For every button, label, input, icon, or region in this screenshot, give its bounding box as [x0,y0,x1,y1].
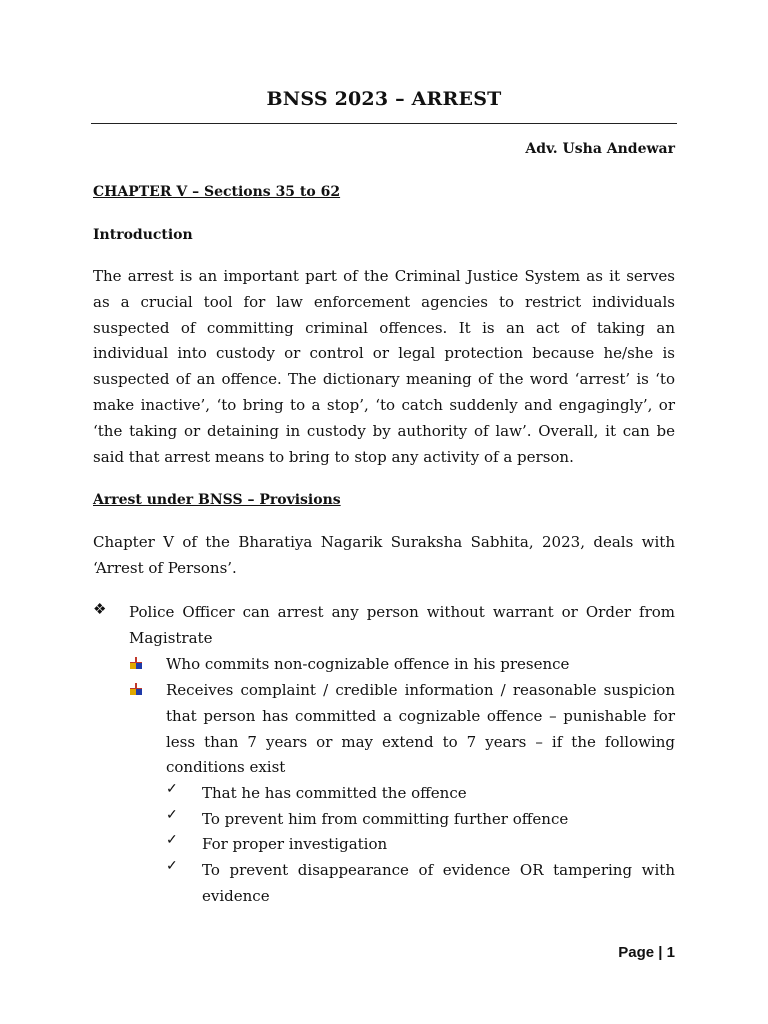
pin-bullet-icon [129,682,143,700]
author-name: Adv. Usha Andewar [525,141,675,157]
list-item-level1: Police Officer can arrest any person without warrant or Order from Magistrate [129,603,675,647]
introduction-heading: Introduction [93,227,193,243]
list-item-level2: Who commits non-cognizable offence in his presence [166,655,570,673]
provisions-heading: Arrest under BNSS – Provisions [93,492,341,508]
list-item-level3: To prevent disappearance of evidence OR tampering with evidence [202,861,675,905]
checkmark-icon: ✓ [166,858,178,874]
title-divider [91,123,677,124]
checkmark-icon: ✓ [166,832,178,848]
checkmark-icon: ✓ [166,781,178,797]
document-title: BNSS 2023 – ARREST [266,88,502,110]
page-number: Page | 1 [618,944,675,961]
introduction-paragraph: The arrest is an important part of the Criminal Justice System as it serves as a crucial tool for law enforcement agencies to restrict individuals suspected of committing criminal offences. It is an act of taking an individual into custody or control or legal protection because he/she is suspected of an offence. The dictionary meaning of the word ‘arrest’ is ‘to make inactive’, ‘to bring to a stop’, ‘to catch suddenly and engagingly’, or ‘the taking or detaining in custody by authority of law’. Overall, it can be said that arrest means to bring to stop any activity of a person. [93,267,675,466]
checkmark-icon: ✓ [166,807,178,823]
diamond-bullet-icon: ❖ [93,600,107,618]
provisions-paragraph: Chapter V of the Bharatiya Nagarik Suraksha Sabhita, 2023, deals with ‘Arrest of Persons’. [93,533,675,577]
chapter-heading: CHAPTER V – Sections 35 to 62 [93,184,341,200]
list-item-level3: For proper investigation [202,835,388,853]
list-item-level3: That he has committed the offence [202,784,467,802]
list-item-level2: Receives complaint / credible information / reasonable suspicion that person has committed a cognizable offence – punishable for less than 7 years or may extend to 7 years – if the following conditions exist [166,681,675,777]
list-item-level3: To prevent him from committing further offence [202,810,569,828]
pin-bullet-icon [129,656,143,674]
